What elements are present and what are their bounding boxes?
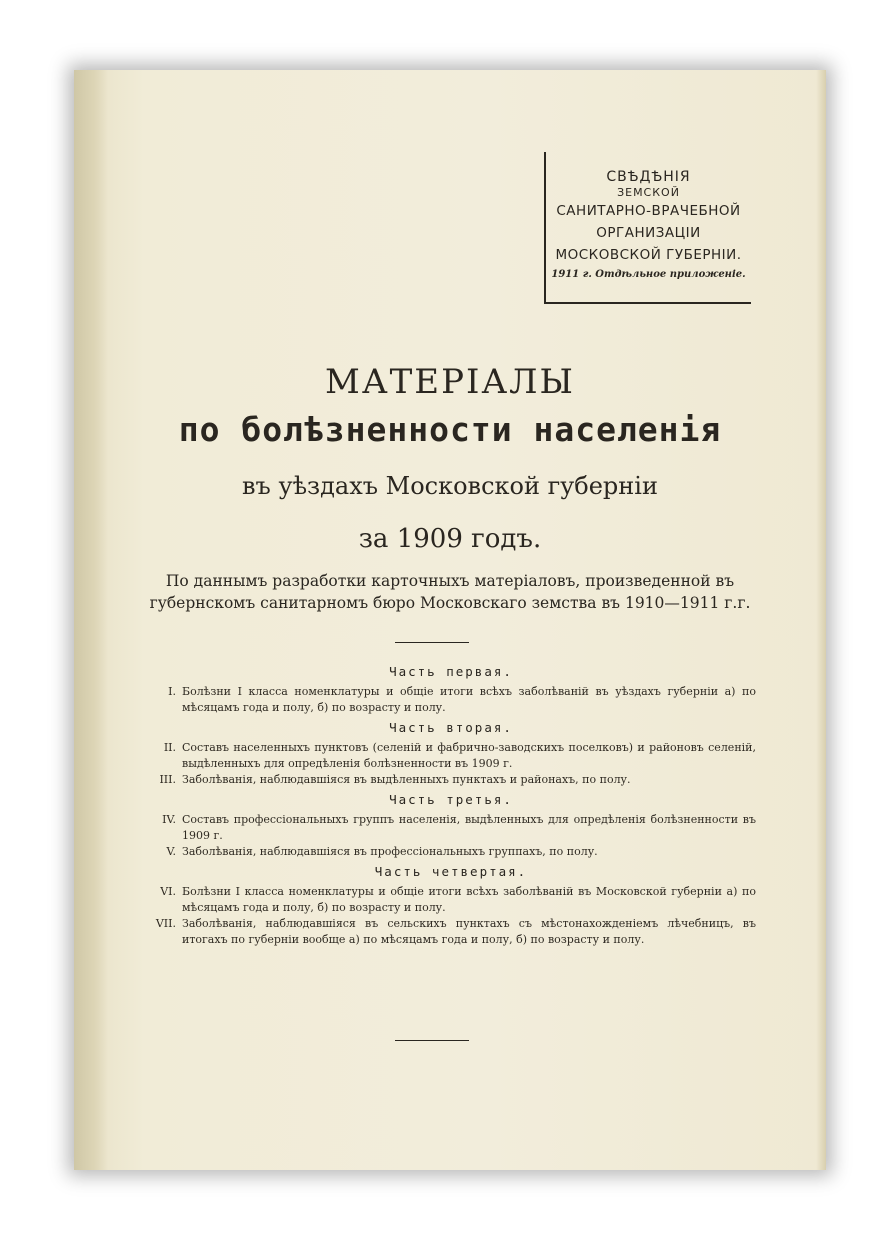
entry-text: Составъ населенныхъ пунктовъ (селеній и фабрично-заводскихъ поселковъ) и районовъ селеній, выдѣленныхъ для опредѣленія болѣзненности въ 1909 г. bbox=[182, 741, 756, 770]
list-item bbox=[146, 844, 756, 860]
stamp-line-6: 1911 г. Отдѣльное приложеніе. bbox=[551, 269, 746, 280]
stamp-line-3: САНИТАРНО-ВРАЧЕБНОЙ bbox=[556, 203, 741, 219]
list-item bbox=[146, 772, 756, 788]
entry-text: Заболѣванія, наблюдавшіяся въ профессіональныхъ группахъ, по полу. bbox=[182, 845, 598, 858]
part-4 bbox=[146, 860, 756, 948]
list-item bbox=[146, 740, 756, 772]
title-line-2: по болѣзненности населенія bbox=[178, 410, 722, 449]
part-title: Часть четвертая. bbox=[374, 864, 528, 879]
page-spine bbox=[74, 70, 108, 1170]
divider-top bbox=[395, 642, 469, 643]
entry-text: Болѣзни I класса номенклатуры и общіе итоги всѣхъ заболѣваній въ Московской губерніи а) по мѣсяцамъ года и полу, б) по возрасту и полу. bbox=[182, 885, 756, 914]
stamp-line-2: ЗЕМСКОЙ bbox=[617, 186, 680, 199]
divider-bottom bbox=[395, 1040, 469, 1041]
entry-number: VI. bbox=[160, 885, 176, 898]
part-1 bbox=[146, 660, 756, 716]
entry-number: V. bbox=[166, 845, 176, 858]
subtitle-line-2: губернскомъ санитарномъ бюро Московскаго земства въ 1910—1911 г.г. bbox=[149, 594, 751, 612]
entry-number: I. bbox=[168, 685, 176, 698]
stamp-line-5: МОСКОВСКОЙ ГУБЕРНІИ. bbox=[555, 247, 742, 263]
title-line-4: за 1909 годъ. bbox=[358, 524, 542, 554]
entry-number: II. bbox=[163, 741, 176, 754]
stamp-line-4: ОРГАНИЗАЦІИ bbox=[596, 225, 701, 241]
part-title: Часть вторая. bbox=[389, 720, 513, 735]
part-title: Часть первая. bbox=[389, 664, 513, 679]
entry-number: III. bbox=[159, 773, 176, 786]
entry-text: Заболѣванія, наблюдавшіяся въ сельскихъ пунктахъ съ мѣстонахожденіемъ лѣчебницъ, въ итогахъ по губерніи вообще а) по мѣсяцамъ года и полу, б) по возрасту и полу. bbox=[182, 917, 756, 946]
list-item bbox=[146, 812, 756, 844]
page-edge bbox=[816, 70, 826, 1170]
list-item bbox=[146, 684, 756, 716]
list-item bbox=[146, 916, 756, 948]
part-title: Часть третья. bbox=[389, 792, 513, 807]
entry-number: VII. bbox=[155, 917, 176, 930]
title-line-3: въ уѣздахъ Московской губерніи bbox=[242, 472, 658, 500]
entry-text: Составъ профессіональныхъ группъ населенія, выдѣленныхъ для опредѣленія болѣзненности въ 1909 г. bbox=[182, 813, 756, 842]
entry-text: Заболѣванія, наблюдавшіяся въ выдѣленныхъ пунктахъ и районахъ, по полу. bbox=[182, 773, 631, 786]
part-3 bbox=[146, 788, 756, 860]
series-stamp bbox=[544, 152, 751, 304]
subtitle-line-1: По даннымъ разработки карточныхъ матеріаловъ, произведенной въ bbox=[165, 572, 735, 590]
list-item bbox=[146, 884, 756, 916]
table-of-contents bbox=[146, 660, 756, 948]
part-2 bbox=[146, 716, 756, 788]
title-line-1: МАТЕРІАЛЫ bbox=[325, 362, 575, 402]
document-page bbox=[74, 70, 826, 1170]
entry-number: IV. bbox=[162, 813, 176, 826]
entry-text: Болѣзни I класса номенклатуры и общіе итоги всѣхъ заболѣваній въ уѣздахъ губерніи а) по мѣсяцамъ года и полу, б) по возрасту и полу. bbox=[182, 685, 756, 714]
stamp-line-1: СВѢДѢНІЯ bbox=[606, 169, 691, 185]
subtitle bbox=[74, 570, 826, 614]
